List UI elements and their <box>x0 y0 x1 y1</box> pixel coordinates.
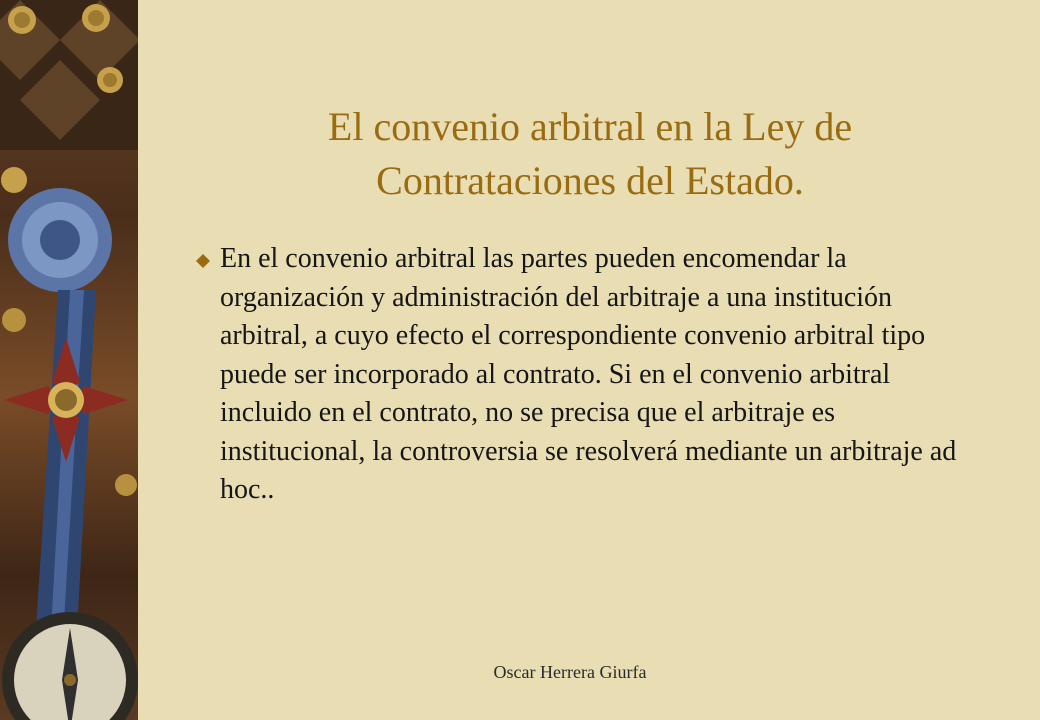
diamond-icon <box>196 240 220 273</box>
title-line-1: El convenio arbitral en la Ley de <box>327 104 853 149</box>
footer-author: Oscar Herrera Giurfa <box>493 662 647 682</box>
bullet-item <box>196 240 986 510</box>
decorative-side-image <box>0 0 138 720</box>
bullet-text: En el convenio arbitral las partes pueden encomendar la organización y administración del arbitraje a una institución arbitral, a cuyo efecto el correspondiente convenio arbitral tipo puede ser incorporado al contrato. Si en el convenio arbitral incluido en el contrato, no se precisa que el arbitraje es institucional, la controversia se resolverá mediante un arbitraje ad hoc.. <box>220 243 957 505</box>
slide-title <box>190 100 990 208</box>
medals-compass-illustration <box>0 0 138 720</box>
title-line-2: Contrataciones del Estado. <box>376 158 804 203</box>
